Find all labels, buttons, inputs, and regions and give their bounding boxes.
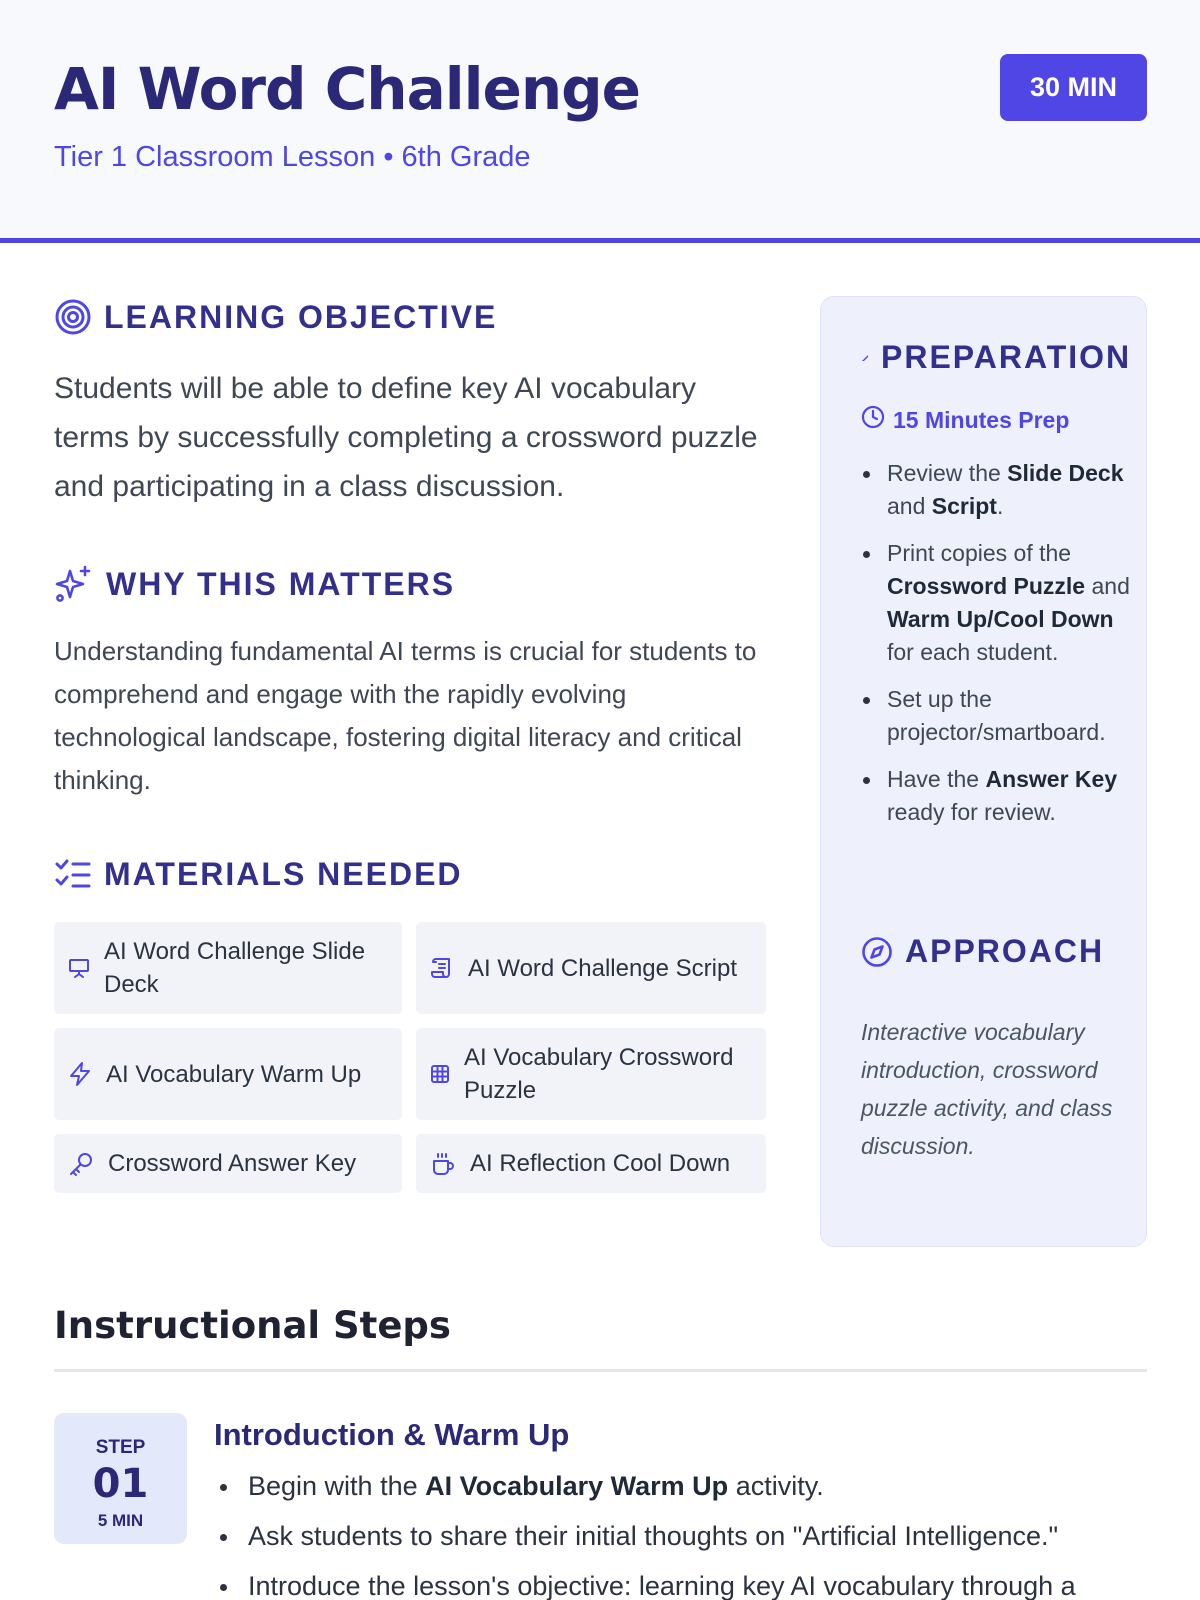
material-item [54, 1028, 402, 1120]
material-label: Crossword Answer Key [108, 1150, 357, 1177]
material-item [416, 922, 766, 1014]
material-label: AI Word Challenge Script [468, 954, 738, 982]
preparation-list [861, 457, 1137, 843]
material-label: AI Word Challenge Slide Deck [104, 938, 366, 998]
why-heading [54, 564, 455, 604]
lesson-header [0, 0, 1200, 243]
approach-heading-text: APPROACH [905, 933, 1105, 969]
approach-text: Interactive vocabulary introduction, crossword puzzle activity, and class discussion. [861, 1019, 1113, 1159]
material-label: AI Reflection Cool Down [470, 1150, 731, 1177]
material-label: AI Vocabulary Warm Up [106, 1060, 362, 1088]
duration-badge: 30 MIN [1000, 54, 1147, 121]
prep-time-text: 15 Minutes Prep [893, 406, 1070, 433]
step-bullet-list [214, 1469, 1154, 1600]
sidebar-card [820, 296, 1147, 1247]
materials-list [54, 922, 766, 1193]
preparation-heading [861, 339, 1131, 376]
objective-heading-text: LEARNING OBJECTIVE [104, 298, 498, 335]
why-text: Understanding fundamental AI terms is crucial for students to comprehend and engage with the rapidly evolving technological landscape, fostering digital literacy and critical thinking. [54, 636, 757, 795]
page-title: AI Word Challenge [54, 55, 640, 123]
lightning-icon [68, 1061, 92, 1087]
compass-icon [861, 936, 893, 968]
presentation-icon [68, 957, 90, 979]
materials-heading [54, 856, 463, 893]
sparkles-icon [54, 564, 94, 604]
steps-title: Instructional Steps [54, 1304, 451, 1347]
preparation-item: Have the Answer Key ready for review. [861, 763, 1137, 829]
grid-icon [430, 1064, 450, 1084]
step-number: 01 [92, 1461, 149, 1507]
target-icon [54, 298, 92, 336]
divider [54, 1369, 1147, 1372]
material-item [54, 1134, 402, 1193]
lesson-subtitle: Tier 1 Classroom Lesson • 6th Grade [54, 141, 531, 173]
key-icon [68, 1151, 94, 1177]
materials-heading-text: MATERIALS NEEDED [104, 856, 463, 892]
step-bullet: Begin with the AI Vocabulary Warm Up activity. [214, 1469, 1154, 1504]
objective-text: Students will be able to define key AI vocabulary terms by successfully completing a crossword puzzle and participating in a class discussion. [54, 372, 758, 503]
preparation-item: Print copies of the Crossword Puzzle and Warm Up/Cool Down for each student. [861, 537, 1137, 669]
scroll-icon [430, 956, 454, 980]
step-bullet: Introduce the lesson's objective: learning key AI vocabulary through a [214, 1569, 1154, 1600]
step-badge [54, 1413, 187, 1544]
material-item [54, 922, 402, 1014]
step-duration: 5 MIN [97, 1511, 144, 1530]
step-label: STEP [95, 1437, 146, 1458]
approach-heading [861, 933, 1104, 970]
material-item [416, 1028, 766, 1120]
preparation-icon [861, 354, 869, 362]
why-heading-text: WHY THIS MATTERS [106, 565, 456, 602]
step-bullet: Ask students to share their initial thoughts on "Artificial Intelligence." [214, 1519, 1154, 1554]
preparation-item: Review the Slide Deck and Script. [861, 457, 1137, 523]
step-title: Introduction & Warm Up [214, 1417, 570, 1452]
preparation-item: Set up the projector/smartboard. [861, 683, 1137, 749]
objective-heading [54, 298, 497, 336]
coffee-icon [430, 1151, 456, 1177]
clock-icon [861, 405, 885, 435]
material-item [416, 1134, 766, 1193]
prep-time [861, 405, 1069, 435]
material-label: AI Vocabulary Crossword Puzzle [464, 1044, 734, 1104]
preparation-heading-text: PREPARATION [881, 339, 1132, 375]
checklist-icon [54, 858, 92, 892]
